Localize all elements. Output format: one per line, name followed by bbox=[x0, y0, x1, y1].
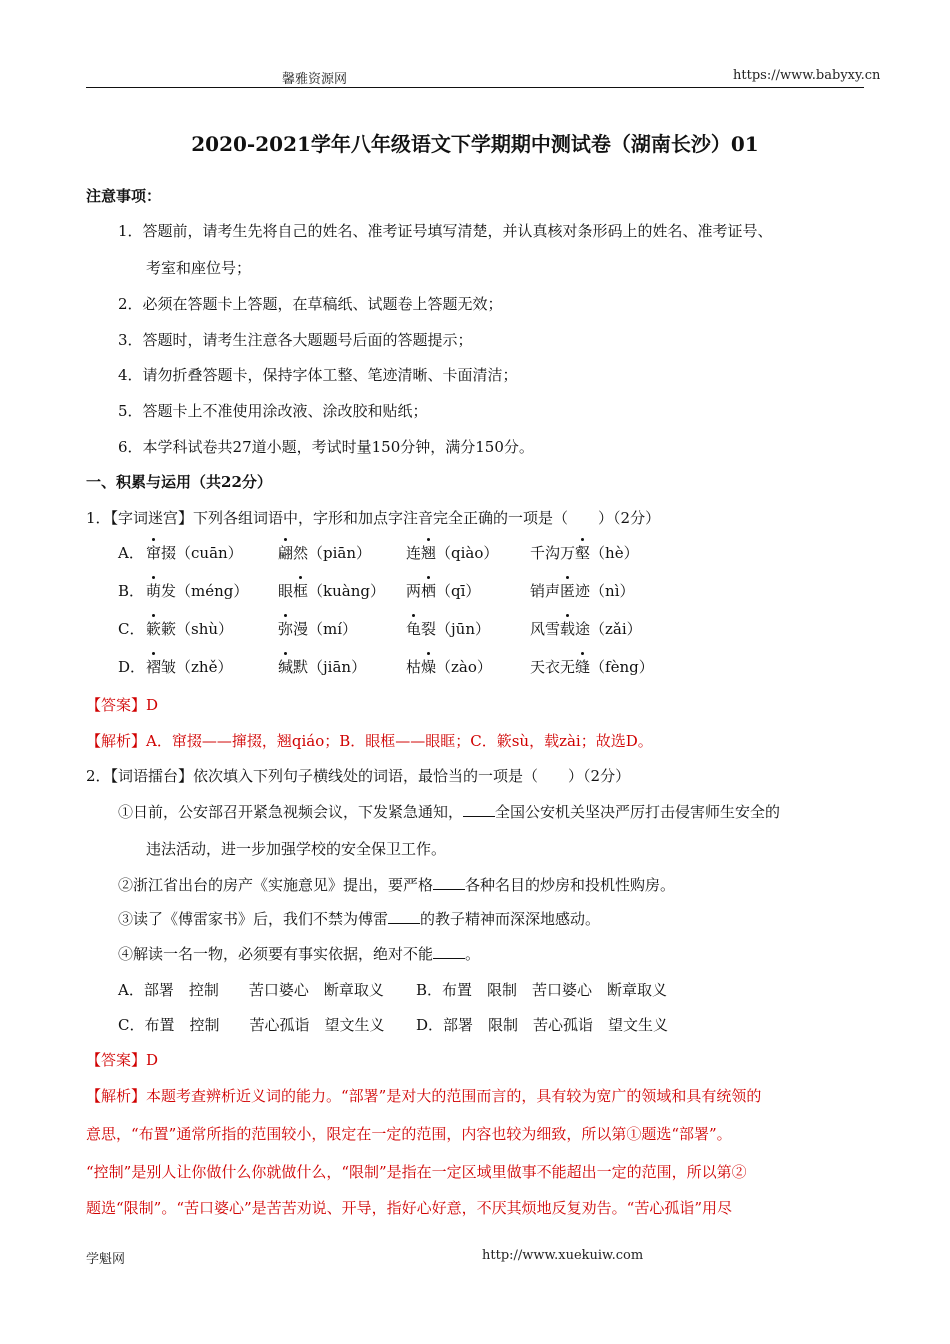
emphasized-char: 簌 bbox=[146, 620, 162, 638]
answer-value: D bbox=[146, 696, 159, 714]
sentence-text: ④解读一名一物，必须要有事实依据，绝对不能 bbox=[118, 945, 434, 963]
sentence-2 bbox=[118, 874, 675, 895]
emphasized-char: 翘 bbox=[421, 544, 437, 562]
page-title: 2020-2021学年八年级语文下学期期中测试卷（湖南长沙）01 bbox=[191, 132, 759, 156]
section-heading: 一、积累与运用（共22分） bbox=[86, 473, 272, 491]
emphasized-char: 窜 bbox=[146, 544, 162, 562]
option-label: D． bbox=[118, 658, 146, 676]
option-a: A．部署 控制 苦口婆心 断章取义 bbox=[118, 981, 384, 999]
word-text: 皱（zhě） bbox=[161, 658, 233, 676]
emphasized-char: 萌 bbox=[146, 582, 162, 600]
question-1-stem: 1．【字词迷宫】下列各组词语中，字形和加点字注音完全正确的一项是（ ）（2分） bbox=[86, 509, 661, 527]
sentence-text: 的教子精神而深深地感动。 bbox=[420, 910, 601, 928]
answer-tag: 【答案】 bbox=[86, 1051, 147, 1069]
option-d: D．部署 限制 苦心孤诣 望文生义 bbox=[416, 1016, 669, 1034]
fill-blank bbox=[463, 802, 495, 817]
notice-item: 1．答题前，请考生先将自己的姓名、准考证号填写清楚，并认真核对条形码上的姓名、准考证号、 bbox=[118, 222, 773, 240]
option-label: C． bbox=[118, 620, 145, 638]
word-item bbox=[278, 580, 385, 601]
sentence-1 bbox=[118, 801, 780, 822]
sentence-text: 。 bbox=[465, 945, 481, 963]
word-text: 途（zǎi） bbox=[575, 620, 642, 638]
word-item bbox=[530, 618, 642, 639]
word-text: 枯 bbox=[406, 658, 422, 676]
notice-item: 5．答题卡上不准使用涂改液、涂改胶和贴纸； bbox=[118, 402, 428, 420]
emphasized-char: 缄 bbox=[278, 658, 294, 676]
word-item bbox=[146, 580, 248, 601]
word-item bbox=[146, 656, 232, 677]
emphasized-char: 匿 bbox=[560, 582, 576, 600]
notice-item: 3．答题时，请考生注意各大题题号后面的答题提示； bbox=[118, 331, 473, 349]
word-item bbox=[530, 656, 654, 677]
word-text: 眼 bbox=[278, 582, 294, 600]
word-text: 发（méng） bbox=[161, 582, 249, 600]
emphasized-char: 栖 bbox=[421, 582, 437, 600]
word-text: 漫（mí） bbox=[293, 620, 358, 638]
notice-item: 4．请勿折叠答题卡，保持字体工整、笔迹清晰、卡面清洁； bbox=[118, 366, 518, 384]
analysis-line: “控制”是别人让你做什么你就做什么，“限制”是指在一定区域里做事不能超出一定的范围，所以第② bbox=[86, 1163, 747, 1181]
emphasized-char: 载 bbox=[560, 620, 576, 638]
word-text: 默（jiān） bbox=[293, 658, 367, 676]
option-label: B． bbox=[118, 582, 145, 600]
word-text: （zào） bbox=[436, 658, 492, 676]
analysis-line: 意思，“布置”通常所指的范围较小，限定在一定的范围，内容也较为细致，所以第①题选“部署”。 bbox=[86, 1125, 732, 1143]
word-text: 裂（jūn） bbox=[421, 620, 490, 638]
word-text: 迹（nì） bbox=[575, 582, 635, 600]
word-text: 然（piān） bbox=[293, 544, 372, 562]
fill-blank bbox=[433, 875, 465, 890]
emphasized-char: 燥 bbox=[421, 658, 437, 676]
notice-item: 6．本学科试卷共27道小题，考试时量150分钟，满分150分。 bbox=[118, 438, 534, 456]
header-site-name: 馨雅资源网 bbox=[282, 72, 348, 87]
notice-item: 考室和座位号； bbox=[146, 259, 252, 277]
word-item bbox=[146, 618, 233, 639]
word-text: 销声 bbox=[530, 582, 561, 600]
word-text: （fèng） bbox=[590, 658, 654, 676]
word-text: 风雪 bbox=[530, 620, 561, 638]
word-item bbox=[406, 618, 490, 639]
word-text: （kuàng） bbox=[308, 582, 385, 600]
analysis-text: 本题考查辨析近义词的能力。“部署”是对大的范围而言的，具有较为宽广的领域和具有统领的 bbox=[146, 1087, 762, 1105]
question-2-answer bbox=[86, 1049, 158, 1070]
word-item bbox=[406, 656, 492, 677]
question-1-analysis bbox=[86, 730, 653, 751]
word-text: （hè） bbox=[590, 544, 639, 562]
word-item bbox=[146, 542, 243, 563]
header-divider bbox=[86, 87, 864, 88]
emphasized-char: 弥 bbox=[278, 620, 294, 638]
sentence-text: ②浙江省出台的房产《实施意见》提出，要严格 bbox=[118, 876, 434, 894]
emphasized-char: 翩 bbox=[278, 544, 294, 562]
word-item bbox=[278, 618, 357, 639]
emphasized-char: 龟 bbox=[406, 620, 422, 638]
word-item bbox=[530, 542, 639, 563]
header-url[interactable]: https://www.babyxy.cn bbox=[733, 68, 881, 83]
answer-value: D bbox=[146, 1051, 159, 1069]
fill-blank bbox=[433, 944, 465, 959]
word-item bbox=[406, 542, 498, 563]
word-text: （qiào） bbox=[436, 544, 499, 562]
emphasized-char: 框 bbox=[293, 582, 309, 600]
emphasized-char: 壑 bbox=[575, 544, 591, 562]
sentence-3 bbox=[118, 908, 600, 929]
word-item bbox=[406, 580, 480, 601]
sentence-text: 各种名目的炒房和投机性购房。 bbox=[465, 876, 676, 894]
word-item bbox=[278, 656, 366, 677]
sentence-1-cont: 违法活动，进一步加强学校的安全保卫工作。 bbox=[146, 840, 447, 858]
question-1-answer bbox=[86, 694, 158, 715]
word-item bbox=[278, 542, 371, 563]
option-label: A． bbox=[118, 544, 144, 562]
fill-blank bbox=[388, 909, 420, 924]
word-text: （qī） bbox=[436, 582, 481, 600]
sentence-text: ③读了《傅雷家书》后，我们不禁为傅雷 bbox=[118, 910, 389, 928]
question-2-stem: 2．【词语擂台】依次填入下列句子横线处的词语，最恰当的一项是（ ）（2分） bbox=[86, 767, 631, 785]
word-text: 簌（shù） bbox=[161, 620, 234, 638]
footer-url[interactable]: http://www.xuekuiw.com bbox=[482, 1248, 644, 1263]
word-text: 掇（cuān） bbox=[161, 544, 243, 562]
analysis-line: 题选“限制”。“苦口婆心”是苦苦劝说、开导，指好心好意，不厌其烦地反复劝告。“苦心孤诣”用尽 bbox=[86, 1199, 733, 1217]
footer-site-name: 学魁网 bbox=[86, 1252, 126, 1267]
emphasized-char: 褶 bbox=[146, 658, 162, 676]
sentence-text: 全国公安机关坚决严厉打击侵害师生安全的 bbox=[495, 803, 781, 821]
emphasized-char: 缝 bbox=[575, 658, 591, 676]
word-item bbox=[530, 580, 635, 601]
word-text: 天衣无 bbox=[530, 658, 576, 676]
word-text: 千沟万 bbox=[530, 544, 576, 562]
notice-heading: 注意事项： bbox=[86, 187, 162, 205]
notice-item: 2．必须在答题卡上答题，在草稿纸、试题卷上答题无效； bbox=[118, 295, 503, 313]
analysis-tag: 【解析】 bbox=[86, 1087, 147, 1105]
answer-tag: 【答案】 bbox=[86, 696, 147, 714]
word-text: 两 bbox=[406, 582, 422, 600]
option-b: B．布置 限制 苦口婆心 断章取义 bbox=[416, 981, 668, 999]
analysis-tag: 【解析】 bbox=[86, 732, 147, 750]
analysis-text: A．窜掇——撺掇，翘qiáo；B．眼框——眼眶；C．簌sù，载zài；故选D。 bbox=[146, 732, 653, 750]
option-c: C．布置 控制 苦心孤诣 望文生义 bbox=[118, 1016, 385, 1034]
word-text: 连 bbox=[406, 544, 422, 562]
sentence-text: ①日前，公安部召开紧急视频会议，下发紧急通知， bbox=[118, 803, 464, 821]
question-2-analysis bbox=[86, 1085, 761, 1106]
sentence-4 bbox=[118, 943, 480, 964]
